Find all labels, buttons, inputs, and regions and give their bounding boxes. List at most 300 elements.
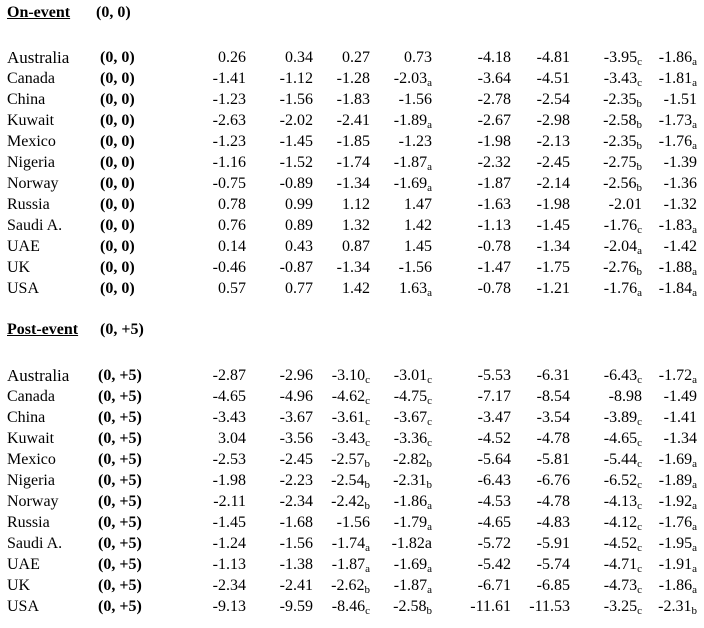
- significance-marker: a: [692, 56, 697, 68]
- cell-value: -2.96: [279, 367, 313, 384]
- table-cell: [362, 257, 432, 278]
- event-window: (0, 0): [100, 91, 135, 108]
- cell-value: -1.23: [212, 91, 246, 108]
- event-window: (0, 0): [100, 196, 135, 213]
- significance-marker: c: [365, 416, 370, 428]
- cell-value: -1.56: [279, 535, 313, 552]
- cell-value: -1.84: [658, 280, 693, 297]
- cell-value: 0.57: [218, 280, 246, 297]
- cell-value: 0.89: [285, 217, 313, 234]
- table-row: [0, 512, 704, 533]
- country-label: Canada: [7, 388, 55, 405]
- cell-value: -11.61: [470, 598, 511, 615]
- cell-value: -2.35: [603, 91, 637, 108]
- significance-marker: b: [364, 479, 370, 491]
- table-cell: [300, 596, 370, 617]
- section-title: On-event: [7, 4, 71, 21]
- cell-value: -4.18: [477, 49, 511, 66]
- cell-value: -0.89: [279, 175, 313, 192]
- table-cell: [176, 554, 246, 575]
- cell-value: -2.03: [393, 70, 428, 87]
- cell-value: -2.32: [477, 154, 511, 171]
- cell-value: 1.47: [404, 196, 432, 213]
- cell-value: -4.78: [536, 430, 570, 447]
- cell-value: -1.45: [536, 217, 570, 234]
- cell-value: -1.12: [279, 70, 313, 87]
- table-cell: [300, 554, 370, 575]
- cell-value: -1.41: [212, 70, 246, 87]
- cell-value: -1.16: [212, 154, 246, 171]
- significance-marker: b: [364, 584, 370, 596]
- cell-value: -4.96: [279, 388, 313, 405]
- event-window: (0, +5): [98, 535, 142, 552]
- table-cell: [300, 236, 370, 257]
- event-window: (0, 0): [100, 175, 135, 192]
- event-window: (0, 0): [100, 238, 135, 255]
- cell-value: -8.46: [331, 598, 366, 615]
- cell-value: -3.47: [477, 409, 511, 426]
- event-window: (0, 0): [100, 259, 135, 276]
- cell-value: -1.74: [331, 535, 366, 552]
- cell-value: -2.67: [477, 112, 511, 129]
- cell-value: -1.34: [336, 259, 370, 276]
- table-cell: [500, 89, 570, 110]
- significance-marker: a: [692, 266, 697, 278]
- significance-marker: c: [637, 437, 642, 449]
- table-row: [0, 575, 704, 596]
- cell-value: 3.04: [218, 430, 246, 447]
- table-cell: [362, 512, 432, 533]
- table-cell: [627, 386, 697, 407]
- significance-marker: a: [427, 287, 432, 299]
- cell-value: -1.98: [212, 472, 246, 489]
- table-row: [0, 386, 704, 407]
- cell-value: -6.76: [536, 472, 570, 489]
- cell-value: -4.81: [536, 49, 570, 66]
- table-cell: [627, 152, 697, 173]
- cell-value: -1.56: [336, 514, 370, 531]
- cell-value: -2.58: [393, 598, 427, 615]
- table-cell: [500, 575, 570, 596]
- table-cell: [176, 68, 246, 89]
- cell-value: -2.04: [603, 238, 638, 255]
- country-label: USA: [7, 280, 40, 297]
- cell-value: -3.01: [393, 367, 428, 384]
- significance-marker: a: [427, 563, 432, 575]
- cell-value: 0.34: [285, 49, 313, 66]
- section-heading: [7, 321, 144, 339]
- table-row: [0, 428, 704, 449]
- table-row: [0, 554, 704, 575]
- table-cell: [627, 491, 697, 512]
- cell-value: -2.41: [336, 112, 370, 129]
- cell-value: -0.46: [212, 259, 246, 276]
- significance-marker: a: [365, 542, 370, 554]
- significance-marker: b: [636, 140, 642, 152]
- cell-value: -3.25: [603, 598, 638, 615]
- country-label: Australia: [7, 366, 70, 385]
- significance-marker: b: [691, 605, 697, 617]
- country-label: UK: [7, 259, 31, 276]
- section-heading: [7, 4, 131, 22]
- table-cell: [627, 428, 697, 449]
- table-cell: [500, 491, 570, 512]
- cell-value: 0.14: [218, 238, 246, 255]
- significance-marker: c: [365, 605, 370, 617]
- significance-marker: a: [692, 140, 697, 152]
- significance-marker: a: [692, 542, 697, 554]
- significance-marker: c: [427, 416, 432, 428]
- cell-value: -3.43: [212, 409, 246, 426]
- table-cell: [500, 131, 570, 152]
- table-cell: [300, 68, 370, 89]
- cell-value: -2.23: [279, 472, 313, 489]
- cell-value: -0.78: [477, 238, 511, 255]
- significance-marker: c: [427, 437, 432, 449]
- cell-value: -0.75: [212, 175, 246, 192]
- table-cell: [362, 131, 432, 152]
- significance-marker: b: [364, 458, 370, 470]
- cell-value: -3.56: [279, 430, 313, 447]
- cell-value: -5.44: [603, 451, 638, 468]
- table-row: [0, 533, 704, 554]
- table-row: [0, 47, 704, 68]
- table-cell: [627, 575, 697, 596]
- cell-value: -2.45: [536, 154, 570, 171]
- cell-value: -1.91: [658, 556, 693, 573]
- cell-value: 1.45: [404, 238, 432, 255]
- cell-value: -2.62: [331, 577, 365, 594]
- cell-value: -2.56: [603, 175, 637, 192]
- cell-value: -6.52: [603, 472, 638, 489]
- cell-value: -1.34: [663, 430, 697, 447]
- cell-value: -5.91: [536, 535, 570, 552]
- significance-marker: c: [427, 395, 432, 407]
- cell-value: -1.89: [393, 112, 428, 129]
- cell-value: -2.98: [536, 112, 570, 129]
- cell-value: -6.71: [477, 577, 511, 594]
- event-window: (0, +5): [98, 430, 142, 447]
- cell-value: -2.87: [212, 367, 246, 384]
- significance-marker: a: [365, 563, 370, 575]
- cell-value: -1.69: [393, 556, 428, 573]
- cell-value: -1.87: [393, 577, 428, 594]
- cell-value: -2.42: [331, 493, 365, 510]
- table-cell: [176, 386, 246, 407]
- country-label: China: [7, 409, 46, 426]
- table-cell: [176, 575, 246, 596]
- table-cell: [627, 110, 697, 131]
- event-window: (0, +5): [98, 388, 142, 405]
- table-row: [0, 278, 704, 299]
- cell-value: -4.52: [477, 430, 511, 447]
- cell-value: -2.57: [331, 451, 365, 468]
- country-label: Norway: [7, 175, 59, 192]
- table-cell: [362, 533, 432, 554]
- country-label: Norway: [7, 493, 59, 510]
- table-cell: [300, 575, 370, 596]
- table-cell: [176, 110, 246, 131]
- cell-value: -1.68: [279, 514, 313, 531]
- cell-value: -0.78: [477, 280, 511, 297]
- table-cell: [362, 89, 432, 110]
- significance-marker: b: [636, 266, 642, 278]
- cell-value: -1.98: [536, 196, 570, 213]
- cell-value: -1.49: [663, 388, 697, 405]
- cell-value: -7.17: [477, 388, 511, 405]
- cell-value: -2.41: [279, 577, 313, 594]
- table-cell: [500, 386, 570, 407]
- cell-value: 0.87: [342, 238, 370, 255]
- cell-value: 0.26: [218, 49, 246, 66]
- country-label: Russia: [7, 196, 50, 213]
- cell-value: -1.23: [212, 133, 246, 150]
- cell-value: -1.56: [398, 91, 432, 108]
- cell-value: -5.42: [477, 556, 511, 573]
- table-cell: [627, 470, 697, 491]
- significance-marker: c: [637, 458, 642, 470]
- cell-value: -5.72: [477, 535, 511, 552]
- event-window: (0, +5): [98, 367, 142, 384]
- significance-marker: a: [427, 182, 432, 194]
- significance-marker: b: [636, 182, 642, 194]
- significance-marker: c: [365, 374, 370, 386]
- significance-marker: a: [692, 584, 697, 596]
- significance-marker: c: [637, 542, 642, 554]
- cell-value: -4.52: [603, 535, 638, 552]
- cell-value: -1.52: [279, 154, 313, 171]
- table-cell: [176, 236, 246, 257]
- cell-value: -1.86: [658, 577, 693, 594]
- table-cell: [627, 173, 697, 194]
- cell-value: -6.85: [536, 577, 570, 594]
- cell-value: -1.87: [477, 175, 511, 192]
- cell-value: -4.75: [393, 388, 428, 405]
- cell-value: -1.75: [536, 259, 570, 276]
- significance-marker: c: [637, 605, 642, 617]
- table-cell: [500, 428, 570, 449]
- significance-marker: a: [692, 119, 697, 131]
- table-row: [0, 131, 704, 152]
- table-cell: [300, 365, 370, 386]
- table-cell: [500, 152, 570, 173]
- cell-value: -4.65: [603, 430, 638, 447]
- cell-value: 1.63: [399, 280, 428, 297]
- cell-value: -2.45: [279, 451, 313, 468]
- cell-value: -1.56: [279, 91, 313, 108]
- country-label: Saudi A.: [7, 217, 63, 234]
- significance-marker: b: [426, 479, 432, 491]
- cell-value: -3.43: [603, 70, 638, 87]
- table-cell: [176, 470, 246, 491]
- cell-value: -1.34: [336, 175, 370, 192]
- significance-marker: a: [427, 521, 432, 533]
- table-cell: [300, 470, 370, 491]
- table-cell: [300, 110, 370, 131]
- table-row: [0, 215, 704, 236]
- table-cell: [362, 470, 432, 491]
- table-cell: [627, 407, 697, 428]
- event-window: (0, 0): [100, 70, 135, 87]
- table-cell: [300, 512, 370, 533]
- cell-value: -4.73: [603, 577, 638, 594]
- significance-marker: c: [637, 374, 642, 386]
- significance-marker: c: [365, 395, 370, 407]
- table-cell: [627, 68, 697, 89]
- table-cell: [500, 533, 570, 554]
- table-cell: [176, 257, 246, 278]
- cell-value: -2.31: [393, 472, 427, 489]
- significance-marker: a: [427, 77, 432, 89]
- significance-marker: a: [692, 77, 697, 89]
- cell-value: -4.65: [477, 514, 511, 531]
- country-label: Canada: [7, 70, 55, 87]
- cell-value: -2.54: [331, 472, 365, 489]
- table-cell: [500, 236, 570, 257]
- event-window: (0, +5): [98, 409, 142, 426]
- cell-value: -3.67: [393, 409, 428, 426]
- table-cell: [300, 278, 370, 299]
- cell-value: -2.76: [603, 259, 637, 276]
- cell-value: -2.53: [212, 451, 246, 468]
- table-cell: [300, 215, 370, 236]
- cell-value: -2.02: [279, 112, 313, 129]
- table-cell: [627, 365, 697, 386]
- significance-marker: c: [637, 56, 642, 68]
- cell-value: -5.64: [477, 451, 511, 468]
- table-cell: [500, 278, 570, 299]
- cell-value: -2.34: [212, 577, 246, 594]
- table-cell: [500, 173, 570, 194]
- table-cell: [500, 512, 570, 533]
- cell-value: 0.78: [218, 196, 246, 213]
- cell-value: 0.99: [285, 196, 313, 213]
- table-cell: [627, 554, 697, 575]
- country-label: UAE: [7, 556, 40, 573]
- cell-value: -1.85: [336, 133, 370, 150]
- cell-value: -3.89: [603, 409, 638, 426]
- table-cell: [362, 575, 432, 596]
- significance-marker: c: [637, 479, 642, 491]
- table-cell: [362, 278, 432, 299]
- cell-value: -1.83: [336, 91, 370, 108]
- cell-value: -1.88: [658, 259, 693, 276]
- cell-value: -3.36: [393, 430, 428, 447]
- country-label: Russia: [7, 514, 50, 531]
- cell-value: -2.35: [603, 133, 637, 150]
- cell-value: -1.73: [658, 112, 693, 129]
- cell-value: -1.79: [393, 514, 428, 531]
- table-cell: [362, 365, 432, 386]
- table-cell: [362, 554, 432, 575]
- event-window: (0, +5): [98, 451, 142, 468]
- significance-marker: a: [637, 287, 642, 299]
- table-cell: [300, 47, 370, 68]
- table-cell: [500, 596, 570, 617]
- cell-value: -9.59: [279, 598, 313, 615]
- cell-value: -2.14: [536, 175, 570, 192]
- significance-marker: c: [637, 77, 642, 89]
- cell-value: -1.76: [658, 133, 693, 150]
- cell-value: -4.12: [603, 514, 638, 531]
- significance-marker: b: [636, 119, 642, 131]
- cell-value: -1.13: [212, 556, 246, 573]
- significance-marker: c: [637, 416, 642, 428]
- table-cell: [362, 236, 432, 257]
- cell-value: -1.86: [393, 493, 428, 510]
- cell-value: -1.92: [658, 493, 693, 510]
- table-cell: [627, 512, 697, 533]
- significance-marker: a: [427, 161, 432, 173]
- country-label: Mexico: [7, 133, 56, 150]
- cell-value: -0.87: [279, 259, 313, 276]
- event-window: (0, +5): [98, 472, 142, 489]
- table-row: [0, 173, 704, 194]
- cell-value: -5.53: [477, 367, 511, 384]
- cell-value: -2.13: [536, 133, 570, 150]
- table-cell: [176, 173, 246, 194]
- cell-value: -2.01: [608, 196, 642, 213]
- significance-marker: a: [692, 374, 697, 386]
- significance-marker: a: [427, 119, 432, 131]
- cell-value: 0.73: [404, 49, 432, 66]
- cell-value: -1.23: [398, 133, 432, 150]
- cell-value: -1.69: [658, 451, 693, 468]
- cell-value: -1.98: [477, 133, 511, 150]
- table-cell: [176, 512, 246, 533]
- cell-value: -1.45: [279, 133, 313, 150]
- cell-value: -6.43: [477, 472, 511, 489]
- cell-value: -1.87: [331, 556, 366, 573]
- table-cell: [176, 152, 246, 173]
- cell-value: 1.42: [404, 217, 432, 234]
- cell-value: -1.76: [603, 280, 638, 297]
- table-cell: [362, 173, 432, 194]
- significance-marker: c: [637, 521, 642, 533]
- cell-value: -3.54: [536, 409, 570, 426]
- table-row: [0, 596, 704, 617]
- table-cell: [500, 194, 570, 215]
- cell-value: -1.95: [658, 535, 693, 552]
- cell-value: -1.39: [663, 154, 697, 171]
- cell-value: -1.38: [279, 556, 313, 573]
- cell-value: -2.78: [477, 91, 511, 108]
- table-row: [0, 257, 704, 278]
- cell-value: -1.47: [477, 259, 511, 276]
- table-cell: [176, 596, 246, 617]
- table-cell: [627, 278, 697, 299]
- cell-value: -2.82: [393, 451, 427, 468]
- table-cell: [362, 386, 432, 407]
- cell-value: -4.62: [331, 388, 366, 405]
- table-cell: [300, 131, 370, 152]
- event-window: (0, +5): [98, 556, 142, 573]
- event-window: (0, 0): [100, 49, 135, 66]
- table-cell: [362, 47, 432, 68]
- cell-value: -4.83: [536, 514, 570, 531]
- cell-value: -1.76: [658, 514, 693, 531]
- significance-marker: a: [692, 287, 697, 299]
- table-cell: [500, 215, 570, 236]
- cell-value: -1.74: [336, 154, 370, 171]
- cell-value: 0.76: [218, 217, 246, 234]
- table-cell: [362, 68, 432, 89]
- table-cell: [300, 533, 370, 554]
- cell-value: -1.28: [336, 70, 370, 87]
- table-cell: [176, 215, 246, 236]
- cell-value: 1.42: [342, 280, 370, 297]
- table-row: [0, 449, 704, 470]
